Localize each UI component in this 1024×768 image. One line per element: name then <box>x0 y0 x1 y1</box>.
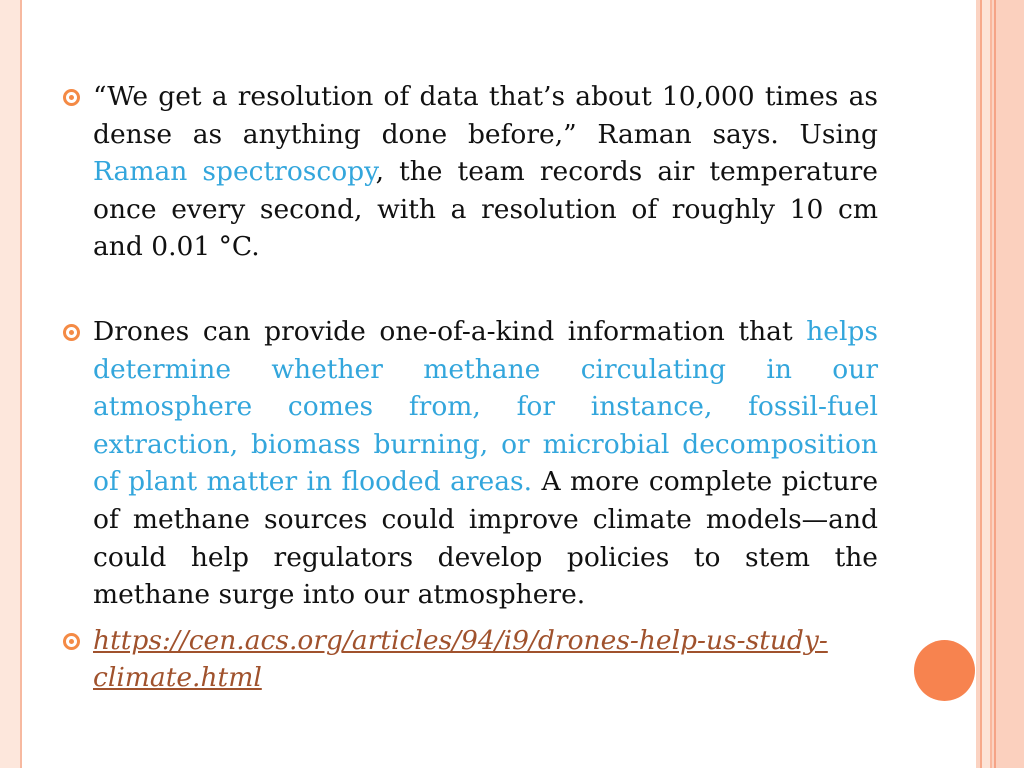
bullet-item-resolution <box>60 78 878 266</box>
right-frame-inner <box>994 0 1024 768</box>
bullet-circle-icon <box>63 89 80 106</box>
slide-content <box>60 78 878 697</box>
highlight-text: Raman spectroscopy <box>93 156 376 188</box>
bullet-text: , the team records air temperature once every second, with a resolution of roughly 10 cm and 0.01 °C. <box>93 156 878 263</box>
bullet-circle-icon <box>63 633 80 650</box>
bullet-item-methane <box>60 313 878 614</box>
bullet-item-source-link <box>60 622 878 697</box>
decorative-orange-circle <box>914 640 975 701</box>
source-link[interactable]: https://cen.acs.org/articles/94/i9/drones-help-us-study-climate.html <box>93 624 828 694</box>
bullet-text: “We get a resolution of data that’s about 10,000 times as dense as anything done before,” Raman says. Using <box>93 81 878 150</box>
bullet-text: A more complete picture of methane sources could improve climate models—and could help regulators develop policies to stem the methane surge into our atmosphere. <box>93 466 878 611</box>
highlight-text: helps determine whether methane circulating in our atmosphere comes from, for instance, fossil-fuel extraction, biomass burning, or microbial decomposition of plant matter in flooded areas. <box>93 315 878 498</box>
bullet-text: Drones can provide one-of-a-kind information that <box>93 315 807 347</box>
bullet-circle-icon <box>63 324 80 341</box>
left-frame-border <box>0 0 22 768</box>
right-frame-border <box>976 0 1024 768</box>
